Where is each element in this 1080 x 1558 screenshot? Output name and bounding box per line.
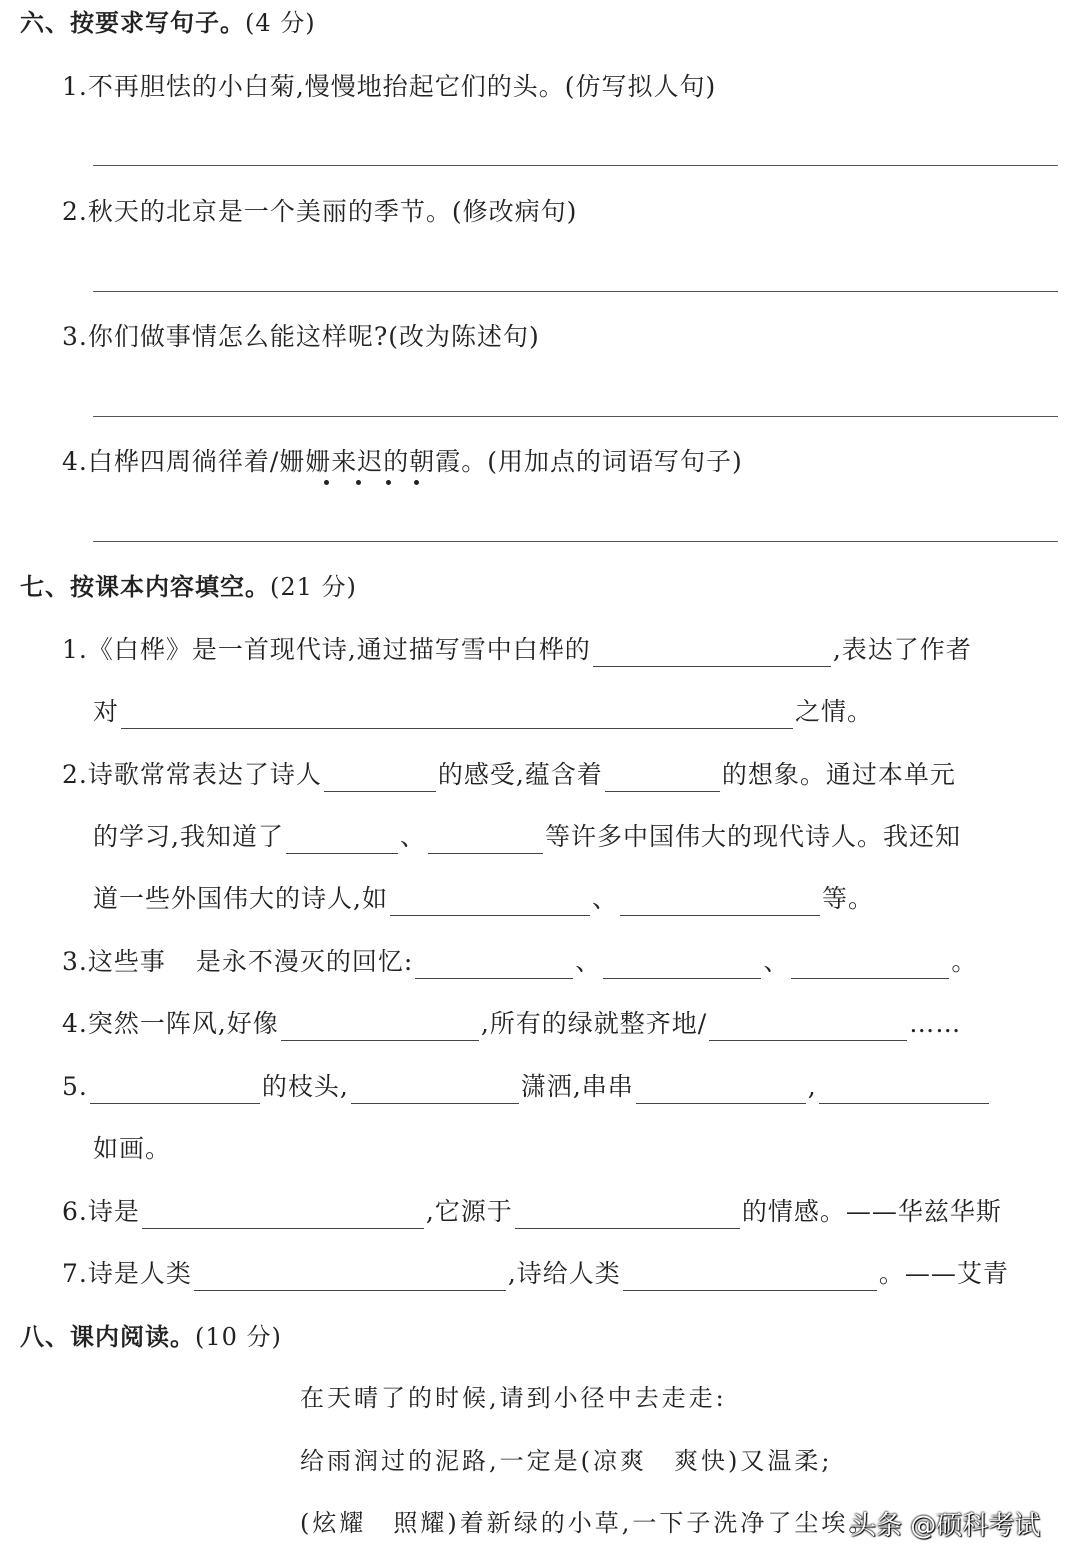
question-6-2: 2.秋天的北京是一个美丽的季节。(修改病句): [62, 197, 578, 226]
emphasis-dot: [356, 480, 361, 485]
question-6-1: 1.不再胆怯的小白菊,慢慢地抬起它们的头。(仿写拟人句): [62, 72, 717, 101]
text: 、: [591, 884, 618, 913]
text: 等。: [821, 884, 874, 913]
blank[interactable]: [709, 1016, 907, 1041]
answer-line[interactable]: [93, 416, 1058, 417]
text: 的想象。通过本单元: [721, 760, 956, 789]
answer-line[interactable]: [93, 291, 1058, 292]
text: 4.白桦四周徜徉着/: [62, 447, 280, 476]
text: ,所有的绿就整齐地/: [480, 1009, 708, 1038]
blank[interactable]: [620, 891, 820, 916]
text: 是永不漫灭的回忆:: [195, 947, 414, 976]
poem-line: 给雨润过的泥路,一定是(凉爽 爽快)又温柔;: [300, 1447, 833, 1475]
blank[interactable]: [428, 829, 543, 854]
text: ,: [807, 1072, 817, 1101]
text: ……: [909, 1009, 962, 1038]
question-7-4: [62, 1007, 961, 1041]
blank[interactable]: [90, 1079, 260, 1104]
text: 潇洒,串串: [520, 1072, 634, 1101]
points: (4 分): [245, 9, 316, 37]
blank[interactable]: [605, 767, 720, 792]
blank[interactable]: [623, 1266, 877, 1291]
blank[interactable]: [515, 1204, 740, 1229]
text: ,诗给人类: [507, 1259, 621, 1288]
text: 1.《白桦》是一首现代诗,通过描写雪中白桦的: [62, 635, 591, 664]
blank[interactable]: [819, 1079, 989, 1104]
question-7-2-cont: [93, 820, 961, 854]
text: 。——艾青: [878, 1259, 1009, 1288]
text: 的枝头,: [261, 1072, 349, 1101]
points: (10 分): [195, 1323, 282, 1351]
points: (21 分): [270, 573, 357, 601]
text: 的感受,蕴含着: [437, 760, 603, 789]
text: 2.诗歌常常表达了诗人: [62, 760, 322, 789]
blank[interactable]: [415, 954, 573, 979]
answer-line[interactable]: [93, 541, 1058, 542]
text: 、: [763, 947, 790, 976]
blank[interactable]: [194, 1266, 506, 1291]
question-7-1-cont: [93, 695, 873, 729]
poem-line: 在天晴了的时候,请到小径中去走走:: [300, 1384, 727, 1412]
watermark: 头条 @硕科考试: [850, 1511, 1041, 1541]
text: ,它源于: [425, 1197, 513, 1226]
question-6-4: [62, 445, 743, 479]
blank[interactable]: [121, 704, 793, 729]
text: 。: [951, 947, 978, 976]
text: 的朝霞。(用加点的词语写句子): [383, 447, 743, 476]
text: 6.诗是: [62, 1197, 140, 1226]
text: 、: [575, 947, 602, 976]
emphasis-dot: [386, 480, 391, 485]
blank[interactable]: [593, 642, 831, 667]
emphasis-dot: [414, 480, 419, 485]
text: ,表达了作者: [832, 635, 972, 664]
blank[interactable]: [351, 1079, 519, 1104]
blank[interactable]: [142, 1204, 424, 1229]
question-7-1: [62, 633, 972, 667]
question-7-5: [62, 1070, 991, 1104]
question-7-2: [62, 758, 956, 792]
question-7-5-cont: 如画。: [93, 1134, 172, 1163]
text: 4.突然一阵风,好像: [62, 1009, 279, 1038]
text: 的情感。——华兹华斯: [741, 1197, 1002, 1226]
question-7-7: [62, 1257, 1009, 1291]
dotted-words: 姗姗来迟: [279, 447, 384, 476]
text: 等许多中国伟大的现代诗人。我还知: [544, 822, 961, 851]
blank[interactable]: [390, 891, 590, 916]
text: 道一些外国伟大的诗人,如: [93, 884, 388, 913]
question-7-2-cont2: [93, 882, 874, 916]
text: 的学习,我知道了: [93, 822, 284, 851]
blank[interactable]: [791, 954, 949, 979]
question-7-3: [62, 945, 977, 979]
text: 5.: [62, 1072, 88, 1101]
blank[interactable]: [281, 1016, 479, 1041]
answer-line[interactable]: [93, 165, 1058, 166]
poem-line: (炫耀 照耀)着新绿的小草,一下子洗净了尘埃。: [300, 1509, 876, 1537]
text: 之情。: [795, 697, 874, 726]
emphasis-dot: [324, 480, 329, 485]
heading-text: 八、课内阅读。: [20, 1322, 195, 1351]
blank[interactable]: [324, 767, 436, 792]
question-6-3: 3.你们做事情怎么能这样呢?(改为陈述句): [62, 322, 540, 351]
blank[interactable]: [636, 1079, 806, 1104]
heading-text: 六、按要求写句子。: [20, 8, 245, 37]
text: 3.这些事: [62, 947, 166, 976]
text: 、: [399, 822, 426, 851]
text: 7.诗是人类: [62, 1259, 192, 1288]
section-6-heading: [20, 6, 316, 40]
section-8-heading: [20, 1320, 282, 1354]
heading-text: 七、按课本内容填空。: [20, 572, 270, 601]
blank[interactable]: [603, 954, 761, 979]
text: 对: [93, 697, 120, 726]
blank[interactable]: [286, 829, 398, 854]
question-7-6: [62, 1195, 1002, 1229]
section-7-heading: [20, 570, 357, 604]
